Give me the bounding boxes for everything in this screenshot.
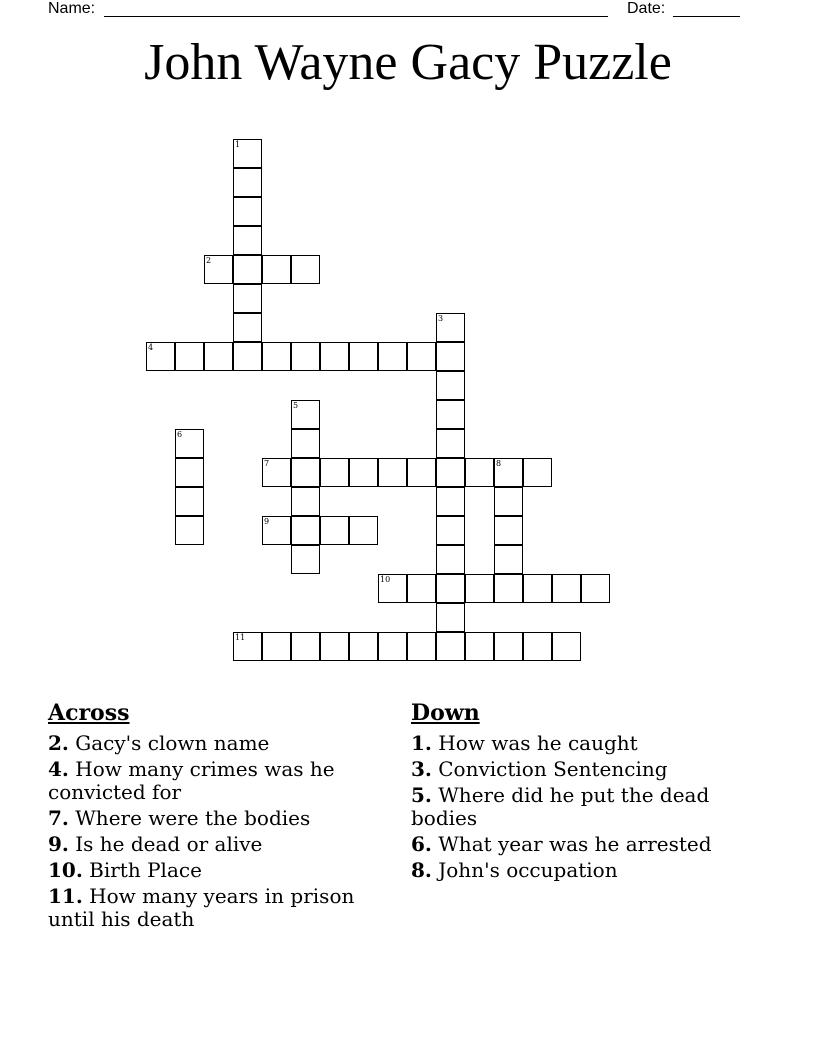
cell-number: 3	[438, 314, 444, 323]
grid-cell[interactable]	[175, 516, 204, 545]
grid-cell[interactable]	[436, 313, 465, 342]
grid-cell[interactable]	[291, 458, 320, 487]
grid-cell[interactable]	[262, 255, 291, 284]
clue-down-1: 1. How was he caught	[411, 731, 638, 755]
grid-cell[interactable]	[465, 632, 494, 661]
grid-cell[interactable]	[320, 342, 349, 371]
clue-across-9: 9. Is he dead or alive	[48, 832, 263, 856]
cell-number: 2	[206, 256, 212, 265]
grid-cell[interactable]	[320, 632, 349, 661]
grid-cell[interactable]	[436, 545, 465, 574]
grid-cell[interactable]	[233, 255, 262, 284]
grid-cell[interactable]	[436, 342, 465, 371]
grid-cell[interactable]	[436, 371, 465, 400]
grid-cell[interactable]	[494, 458, 523, 487]
date-label: Date:	[627, 0, 666, 17]
grid-cell[interactable]	[175, 429, 204, 458]
grid-cell[interactable]	[378, 574, 407, 603]
grid-cell[interactable]	[436, 632, 465, 661]
grid-cell[interactable]	[291, 255, 320, 284]
clue-down-3: 3. Conviction Sentencing	[411, 757, 668, 781]
grid-cell[interactable]	[175, 458, 204, 487]
grid-cell[interactable]	[581, 574, 610, 603]
grid-cell[interactable]	[233, 342, 262, 371]
clue-across-10: 10. Birth Place	[48, 858, 202, 882]
grid-cell[interactable]	[320, 458, 349, 487]
grid-cell[interactable]	[175, 342, 204, 371]
clue-down-5: 5. Where did he put the dead bodies	[411, 783, 710, 830]
grid-cell[interactable]	[494, 516, 523, 545]
grid-cell[interactable]	[233, 632, 262, 661]
clue-down-6: 6. What year was he arrested	[411, 832, 712, 856]
grid-cell[interactable]	[262, 632, 291, 661]
grid-cell[interactable]	[349, 342, 378, 371]
cell-number: 4	[148, 343, 154, 352]
down-heading: Down	[411, 700, 480, 726]
grid-cell[interactable]	[320, 516, 349, 545]
grid-cell[interactable]	[552, 632, 581, 661]
grid-cell[interactable]	[378, 458, 407, 487]
grid-cell[interactable]	[349, 458, 378, 487]
cell-number: 7	[264, 459, 270, 468]
grid-cell[interactable]	[175, 487, 204, 516]
name-blank[interactable]	[104, 16, 608, 17]
grid-cell[interactable]	[436, 487, 465, 516]
grid-cell[interactable]	[523, 574, 552, 603]
grid-cell[interactable]	[494, 545, 523, 574]
grid-cell[interactable]	[233, 168, 262, 197]
grid-cell[interactable]	[494, 487, 523, 516]
grid-cell[interactable]	[349, 632, 378, 661]
grid-cell[interactable]	[494, 574, 523, 603]
grid-cell[interactable]	[349, 516, 378, 545]
grid-cell[interactable]	[291, 632, 320, 661]
grid-cell[interactable]	[378, 632, 407, 661]
grid-cell[interactable]	[494, 632, 523, 661]
clue-across-7: 7. Where were the bodies	[48, 806, 311, 830]
grid-cell[interactable]	[262, 516, 291, 545]
grid-cell[interactable]	[233, 226, 262, 255]
grid-cell[interactable]	[291, 516, 320, 545]
grid-cell[interactable]	[465, 574, 494, 603]
grid-cell[interactable]	[262, 458, 291, 487]
grid-cell[interactable]	[378, 342, 407, 371]
grid-cell[interactable]	[407, 632, 436, 661]
name-date-line	[48, 0, 740, 20]
grid-cell[interactable]	[233, 313, 262, 342]
grid-cell[interactable]	[233, 284, 262, 313]
cell-number: 10	[380, 575, 391, 584]
cell-number: 8	[496, 459, 502, 468]
page-title: John Wayne Gacy Puzzle	[144, 34, 672, 91]
cell-number: 1	[235, 140, 241, 149]
grid-cell[interactable]	[291, 487, 320, 516]
grid-cell[interactable]	[436, 574, 465, 603]
clue-across-2: 2. Gacy's clown name	[48, 731, 270, 755]
grid-cell[interactable]	[291, 545, 320, 574]
cell-number: 6	[177, 430, 183, 439]
grid-cell[interactable]	[436, 429, 465, 458]
grid-cell[interactable]	[291, 429, 320, 458]
date-blank[interactable]	[673, 16, 740, 17]
grid-cell[interactable]	[465, 458, 494, 487]
grid-cell[interactable]	[233, 139, 262, 168]
grid-cell[interactable]	[407, 458, 436, 487]
grid-cell[interactable]	[436, 603, 465, 632]
grid-cell[interactable]	[523, 632, 552, 661]
grid-cell[interactable]	[436, 458, 465, 487]
name-label: Name:	[48, 0, 96, 17]
clue-across-11: 11. How many years in prison until his death	[48, 884, 355, 931]
grid-cell[interactable]	[552, 574, 581, 603]
cell-number: 9	[264, 517, 270, 526]
down-clues	[411, 700, 751, 885]
cell-number: 5	[293, 401, 299, 410]
grid-cell[interactable]	[146, 342, 175, 371]
grid-cell[interactable]	[523, 458, 552, 487]
cell-number: 11	[235, 633, 246, 642]
clue-across-4: 4. How many crimes was he convicted for	[48, 757, 335, 804]
grid-cell[interactable]	[291, 342, 320, 371]
grid-cell[interactable]	[436, 516, 465, 545]
grid-cell[interactable]	[204, 255, 233, 284]
grid-cell[interactable]	[233, 197, 262, 226]
grid-cell[interactable]	[407, 342, 436, 371]
grid-cell[interactable]	[204, 342, 233, 371]
grid-cell[interactable]	[407, 574, 436, 603]
grid-cell[interactable]	[291, 400, 320, 429]
clue-down-8: 8. John's occupation	[411, 858, 618, 882]
across-clues	[48, 700, 388, 934]
grid-cell[interactable]	[262, 342, 291, 371]
grid-cell[interactable]	[436, 400, 465, 429]
across-heading: Across	[48, 700, 130, 726]
